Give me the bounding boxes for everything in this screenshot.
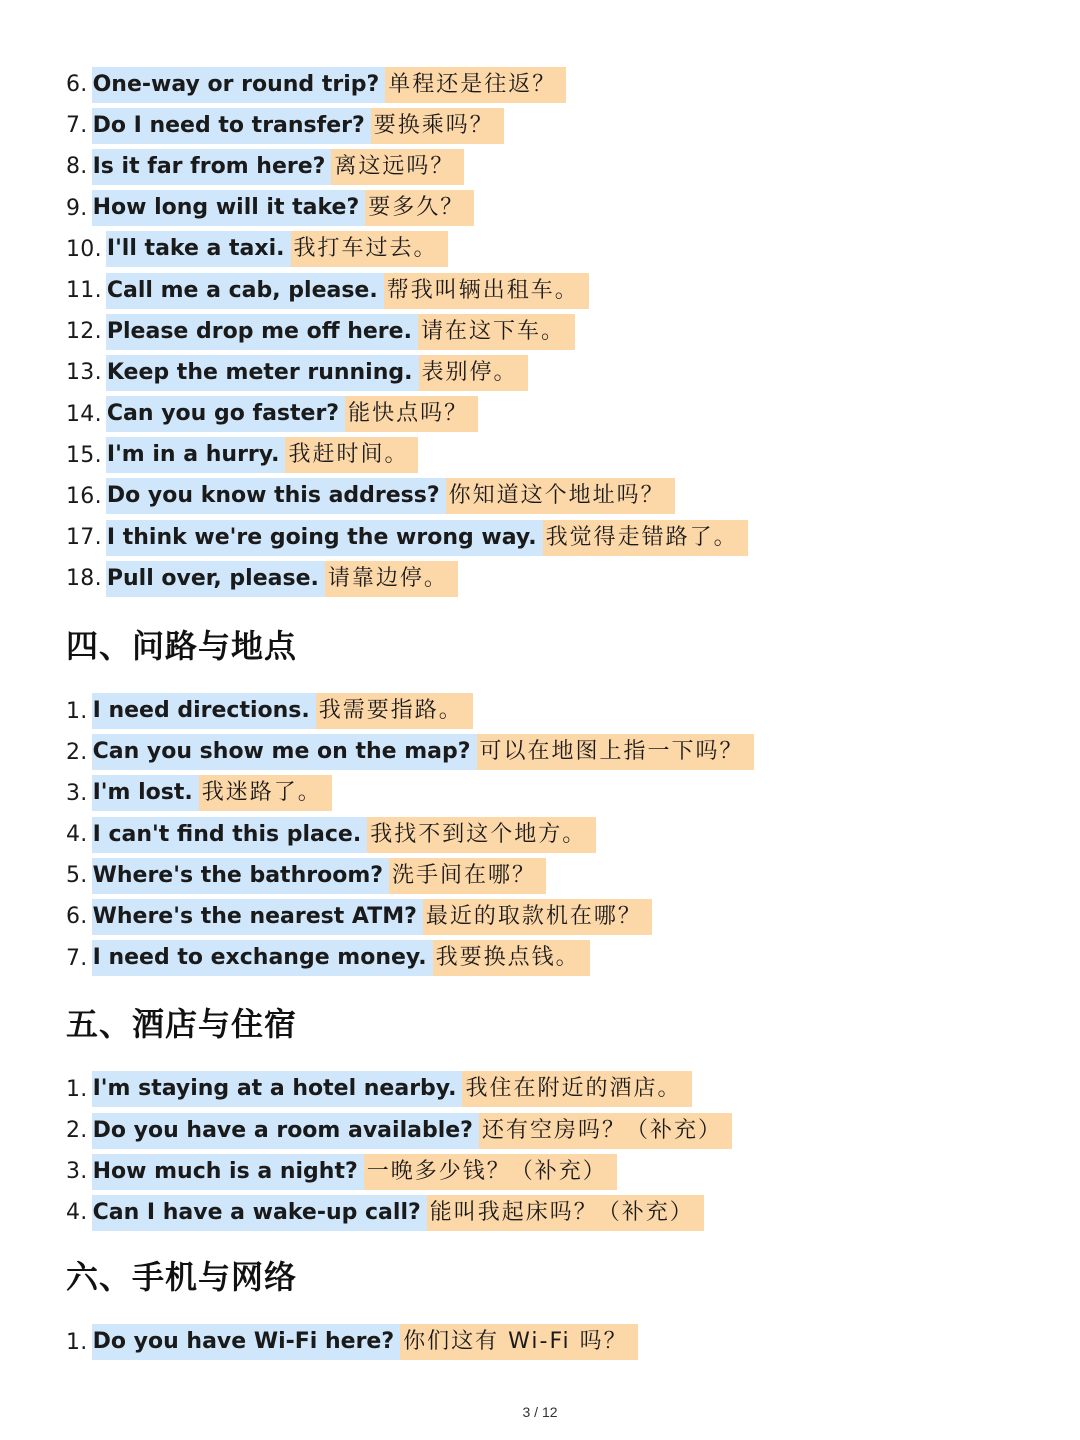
phrase-item [66,732,1050,773]
english-phrase: Where's the bathroom? [92,858,389,894]
english-phrase: Do you have a room available? [92,1113,479,1149]
item-number: 7. [66,945,88,971]
english-phrase: I think we're going the wrong way. [106,520,543,556]
english-phrase: One-way or round trip? [92,67,386,103]
phrase-item [66,517,1050,558]
english-phrase: I'm staying at a hotel nearby. [92,1071,463,1107]
english-phrase: Can you go faster? [106,396,345,432]
chinese-translation: 帮我叫辆出租车。 [384,273,589,309]
phrase-list-transport [66,64,1050,599]
chinese-translation: 你们这有 Wi-Fi 吗？ [400,1324,637,1360]
english-phrase: Where's the nearest ATM? [92,899,423,935]
item-number: 14. [66,401,102,427]
item-number: 6. [66,72,88,98]
chinese-translation: 请在这下车。 [418,314,575,350]
chinese-translation: 我打车过去。 [291,231,448,267]
english-phrase: I'm lost. [92,775,199,811]
phrase-item [66,558,1050,599]
chinese-translation: 要换乘吗？ [371,108,504,144]
english-phrase: Keep the meter running. [106,355,419,391]
phrase-item [66,855,1050,896]
english-phrase: Please drop me off here. [106,314,418,350]
phrase-list-hotel [66,1069,1050,1234]
phrase-list-directions [66,690,1050,978]
item-number: 16. [66,483,102,509]
chinese-translation: 你知道这个地址吗？ [446,478,675,514]
english-phrase: Can you show me on the map? [92,734,477,770]
item-number: 8. [66,154,88,180]
chinese-translation: 我需要指路。 [316,693,473,729]
chinese-translation: 要多久？ [365,190,474,226]
phrase-item [66,1110,1050,1151]
phrase-item [66,690,1050,731]
phrase-item [66,1151,1050,1192]
english-phrase: Do you know this address? [106,478,446,514]
phrase-list-phone-network [66,1322,1050,1363]
page-number: 3 / 12 [522,1404,558,1420]
phrase-item [66,938,1050,979]
phrase-item [66,1322,1050,1363]
chinese-translation: 我住在附近的酒店。 [462,1071,691,1107]
section-heading-hotel: 五、酒店与住宿 [66,1004,298,1043]
english-phrase: Is it far from here? [92,149,332,185]
chinese-translation: 洗手间在哪？ [389,858,546,894]
chinese-translation: 我迷路了。 [199,775,332,811]
english-phrase: Do you have Wi-Fi here? [92,1324,401,1360]
item-number: 4. [66,1200,88,1226]
item-number: 2. [66,1118,88,1144]
item-number: 6. [66,904,88,930]
item-number: 10. [66,236,102,262]
chinese-translation: 还有空房吗？（补充） [479,1113,732,1149]
phrase-item [66,270,1050,311]
item-number: 13. [66,360,102,386]
chinese-translation: 我要换点钱。 [433,940,590,976]
item-number: 11. [66,278,102,304]
phrase-item [66,352,1050,393]
phrase-item [66,394,1050,435]
english-phrase: How long will it take? [92,190,366,226]
english-phrase: Pull over, please. [106,561,325,597]
item-number: 15. [66,442,102,468]
phrase-item [66,1069,1050,1110]
english-phrase: I need directions. [92,693,316,729]
section-heading-directions: 四、问路与地点 [66,627,298,666]
english-phrase: I'm in a hurry. [106,437,286,473]
item-number: 2. [66,739,88,765]
english-phrase: I'll take a taxi. [106,231,291,267]
english-phrase: Do I need to transfer? [92,108,371,144]
item-number: 3. [66,1159,88,1185]
english-phrase: Can I have a wake-up call? [92,1195,427,1231]
item-number: 7. [66,113,88,139]
phrase-item [66,105,1050,146]
phrase-item [66,64,1050,105]
phrase-item [66,311,1050,352]
phrase-item [66,476,1050,517]
chinese-translation: 能快点吗？ [345,396,478,432]
english-phrase: Call me a cab, please. [106,273,384,309]
chinese-translation: 我找不到这个地方。 [367,817,596,853]
item-number: 1. [66,1329,88,1355]
chinese-translation: 表别停。 [419,355,528,391]
chinese-translation: 一晚多少钱？（补充） [364,1154,617,1190]
section-heading-phone-network: 六、手机与网络 [66,1257,298,1296]
item-number: 9. [66,195,88,221]
item-number: 3. [66,780,88,806]
chinese-translation: 请靠边停。 [325,561,458,597]
chinese-translation: 离这远吗？ [331,149,464,185]
item-number: 12. [66,319,102,345]
english-phrase: I can't find this place. [92,817,368,853]
phrase-item [66,188,1050,229]
chinese-translation: 能叫我起床吗？（补充） [427,1195,704,1231]
item-number: 1. [66,698,88,724]
phrase-item [66,896,1050,937]
chinese-translation: 单程还是往返？ [385,67,566,103]
item-number: 1. [66,1076,88,1102]
phrase-item [66,1192,1050,1233]
item-number: 18. [66,566,102,592]
chinese-translation: 可以在地图上指一下吗？ [477,734,754,770]
phrase-item [66,814,1050,855]
document-page [66,64,1050,1363]
english-phrase: I need to exchange money. [92,940,433,976]
chinese-translation: 最近的取款机在哪？ [423,899,652,935]
chinese-translation: 我赶时间。 [285,437,418,473]
item-number: 17. [66,525,102,551]
phrase-item [66,773,1050,814]
phrase-item [66,146,1050,187]
chinese-translation: 我觉得走错路了。 [543,520,748,556]
phrase-item [66,435,1050,476]
english-phrase: How much is a night? [92,1154,364,1190]
item-number: 5. [66,863,88,889]
item-number: 4. [66,822,88,848]
phrase-item [66,229,1050,270]
